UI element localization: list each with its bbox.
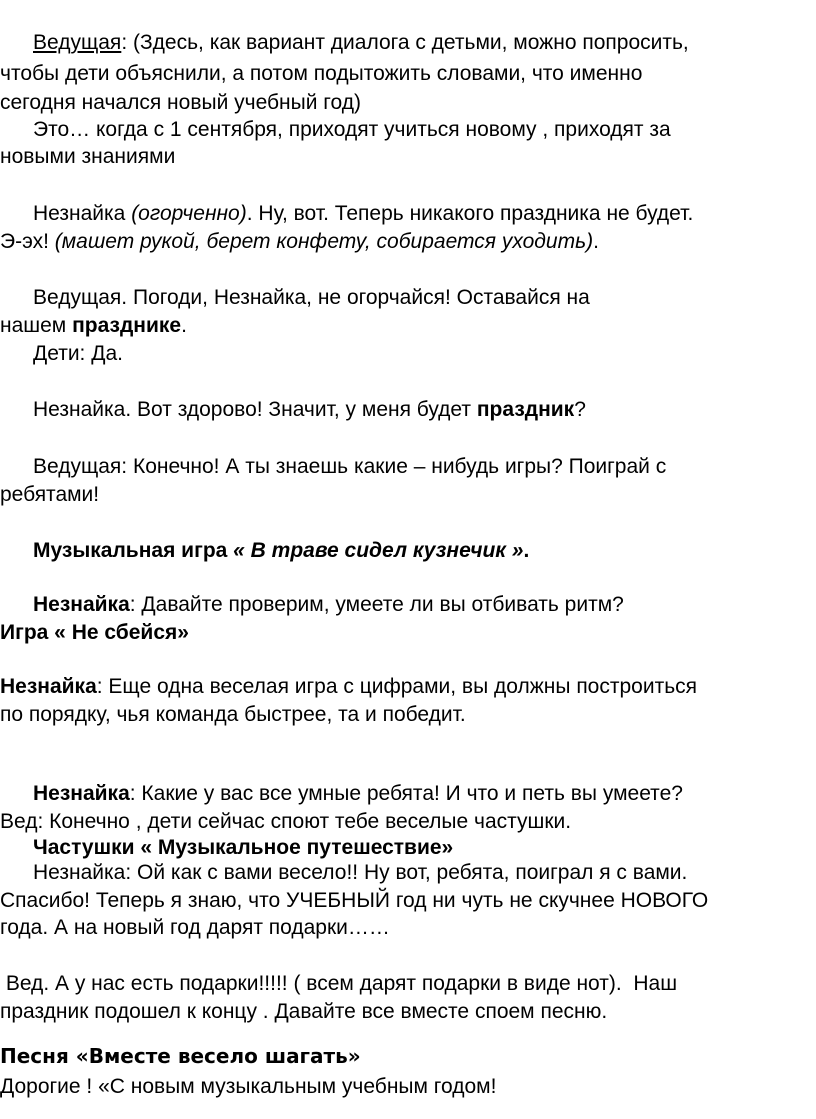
text-span: . [181, 314, 187, 337]
text-span: : Какие у вас все умные ребята! И что и петь вы умеете? [129, 782, 683, 805]
bold-word: празднике [72, 314, 182, 337]
section-heading: Частушки « Музыкальное путешествие» [33, 836, 454, 859]
bold-word: праздник [476, 398, 575, 421]
section-heading: Игра « Не сбейся» [0, 621, 189, 644]
text-span: : (Здесь, как вариант диалога с детьми, можно попросить, [121, 31, 689, 54]
paragraph-line [0, 29, 816, 56]
paragraph-line: Спасибо! Теперь я знаю, что УЧЕБНЫЙ год ни чуть не скучнее НОВОГО [0, 889, 709, 912]
paragraph-line: Вед: Конечно , дети сейчас споют тебе веселые частушки. [0, 810, 572, 833]
paragraph-line: года. А на новый год дарят подарки…… [0, 916, 390, 939]
paragraph-line [0, 228, 812, 255]
song-heading: Песня «Вместе весело шагать» [0, 1044, 361, 1068]
paragraph-line [0, 396, 816, 423]
text-span: нашем [0, 314, 73, 337]
text-span: . [523, 539, 530, 562]
paragraph-line [0, 312, 812, 339]
text-span: Незнайка. Вот здорово! Значит, у меня будет [33, 398, 477, 421]
paragraph-line: Вед. А у нас есть подарки!!!!! ( всем дарят подарки в виде нот). Наш [0, 972, 678, 995]
paragraph-line: Ведущая. Погоди, Незнайка, не огорчайся! Оставайся на [33, 286, 590, 309]
paragraph-line [0, 780, 816, 807]
paragraph-line: Ведущая: Конечно! А ты знаешь какие – нибудь игры? Поиграй с [33, 455, 667, 478]
text-span: : Давайте проверим, умеете ли вы отбивать ритм? [129, 593, 624, 616]
paragraph-line: ребятами! [0, 483, 100, 506]
section-heading [0, 537, 816, 564]
speaker-name: Ведущая [33, 31, 122, 54]
text-span: Э-эх! [0, 230, 55, 253]
paragraph-line [0, 673, 812, 700]
paragraph-line: Незнайка: Ой как с вами весело!! Ну вот, ребята, поиграл я с вами. [33, 861, 688, 884]
text-span: ? [574, 398, 586, 421]
text-span: . [593, 230, 599, 253]
song-title: « В траве сидел кузнечик » [233, 539, 524, 562]
paragraph-line: новыми знаниями [0, 145, 176, 168]
paragraph-line [0, 200, 816, 227]
speaker-name: Незнайка [33, 593, 130, 616]
paragraph-line: Дети: Да. [33, 342, 123, 365]
paragraph-line: Дорогие ! «С новым музыкальным учебным годом! [0, 1075, 497, 1098]
paragraph-line: по порядку, чья команда быстрее, та и победит. [0, 703, 466, 726]
stage-direction: (огорченно) [131, 202, 247, 225]
text-span: Незнайка [33, 202, 132, 225]
paragraph-line: сегодня начался новый учебный год) [0, 91, 361, 114]
paragraph-line: праздник подошел к концу . Давайте все вместе споем песню. [0, 1000, 608, 1023]
paragraph-line: чтобы дети объяснили, а потом подытожить словами, что именно [0, 62, 643, 85]
stage-direction: (машет рукой, берет конфету, собирается уходить) [54, 230, 594, 253]
speaker-name: Незнайка [33, 782, 130, 805]
speaker-name: Незнайка [0, 675, 97, 698]
paragraph-line: Это… когда с 1 сентября, приходят учиться новому , приходят за [33, 118, 671, 141]
text-span: : Еще одна веселая игра с цифрами, вы должны построиться [96, 675, 698, 698]
text-span: . Ну, вот. Теперь никакого праздника не будет. [246, 202, 694, 225]
text-span: Музыкальная игра [33, 539, 234, 562]
paragraph-line [0, 591, 816, 618]
